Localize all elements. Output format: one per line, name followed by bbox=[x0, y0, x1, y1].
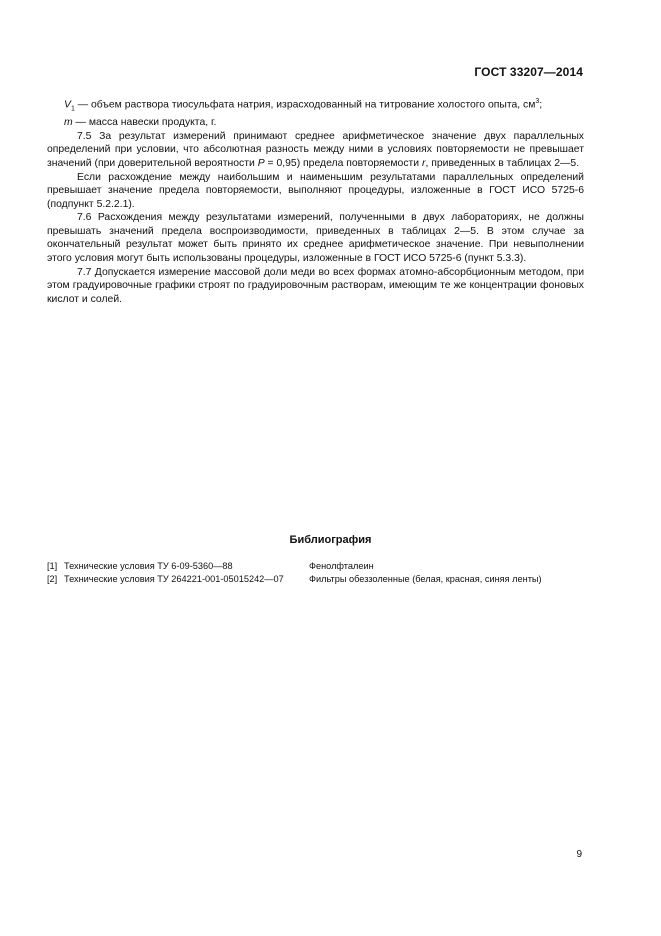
paragraph-7-5: 7.5 За результат измерений принимают среднее арифметическое значение двух параллельных определений при условии, что абсолютная разность между ними в условиях повторяемости не превышает значений (при доверительной вероятности Р = 0,95) предела повторяемости r, приведенных в таблицах 2—5. bbox=[47, 130, 584, 169]
bibliography-item-source: Технические условия ТУ 264221-001-05015242—07 bbox=[64, 574, 284, 584]
bibliography-item-title: Фенолфталеин bbox=[309, 561, 374, 571]
bibliography-item bbox=[47, 573, 607, 586]
paragraph-7-5-continued: Если расхождение между наибольшим и наименьшим результатами параллельных определений превышает значение предела повторяемости, выполняют процедуры, изложенные в ГОСТ ИСО 5725-6 (подпункт 5.2.2.1). bbox=[47, 171, 584, 210]
bibliography-item-number: [2] bbox=[47, 574, 58, 584]
bibliography-title: Библиография bbox=[289, 534, 372, 546]
bibliography-item-number: [1] bbox=[47, 561, 58, 571]
document-id-header: ГОСТ 33207—2014 bbox=[474, 65, 583, 79]
definition-v1: $V_1$ — объем раствора тиосульфата натрия, израсходованный на титрование холостого опыта, $см^3$; bbox=[64, 98, 543, 113]
definition-m: m — масса навески продукта, г. bbox=[64, 117, 217, 129]
bibliography-item-title: Фильтры обеззоленные (белая, красная, синяя ленты) bbox=[309, 574, 542, 584]
paragraph-7-7: 7.7 Допускается измерение массовой доли меди во всех формах атомно-абсорбционным методом, при этом градуировочные графики строят по градуировочным растворам, имеющим те же концентрации фоновых кислот и солей. bbox=[47, 266, 584, 305]
bibliography-item-source: Технические условия ТУ 6-09-5360—88 bbox=[64, 561, 233, 571]
paragraph-7-6: 7.6 Расхождения между результатами измерений, полученными в двух лабораториях, не должны превышать значений предела воспроизводимости, приведенных в таблицах 2—5. В этом случае за окончательный результат может быть принято их среднее арифметическое значение. При невыполнении этого условия могут быть использованы процедуры, изложенные в ГОСТ ИСО 5725-6 (пункт 5.3.3). bbox=[47, 212, 584, 265]
bibliography-item bbox=[47, 560, 607, 573]
bibliography-list bbox=[47, 560, 607, 586]
document-body bbox=[47, 95, 584, 306]
page-number: 9 bbox=[576, 849, 582, 860]
